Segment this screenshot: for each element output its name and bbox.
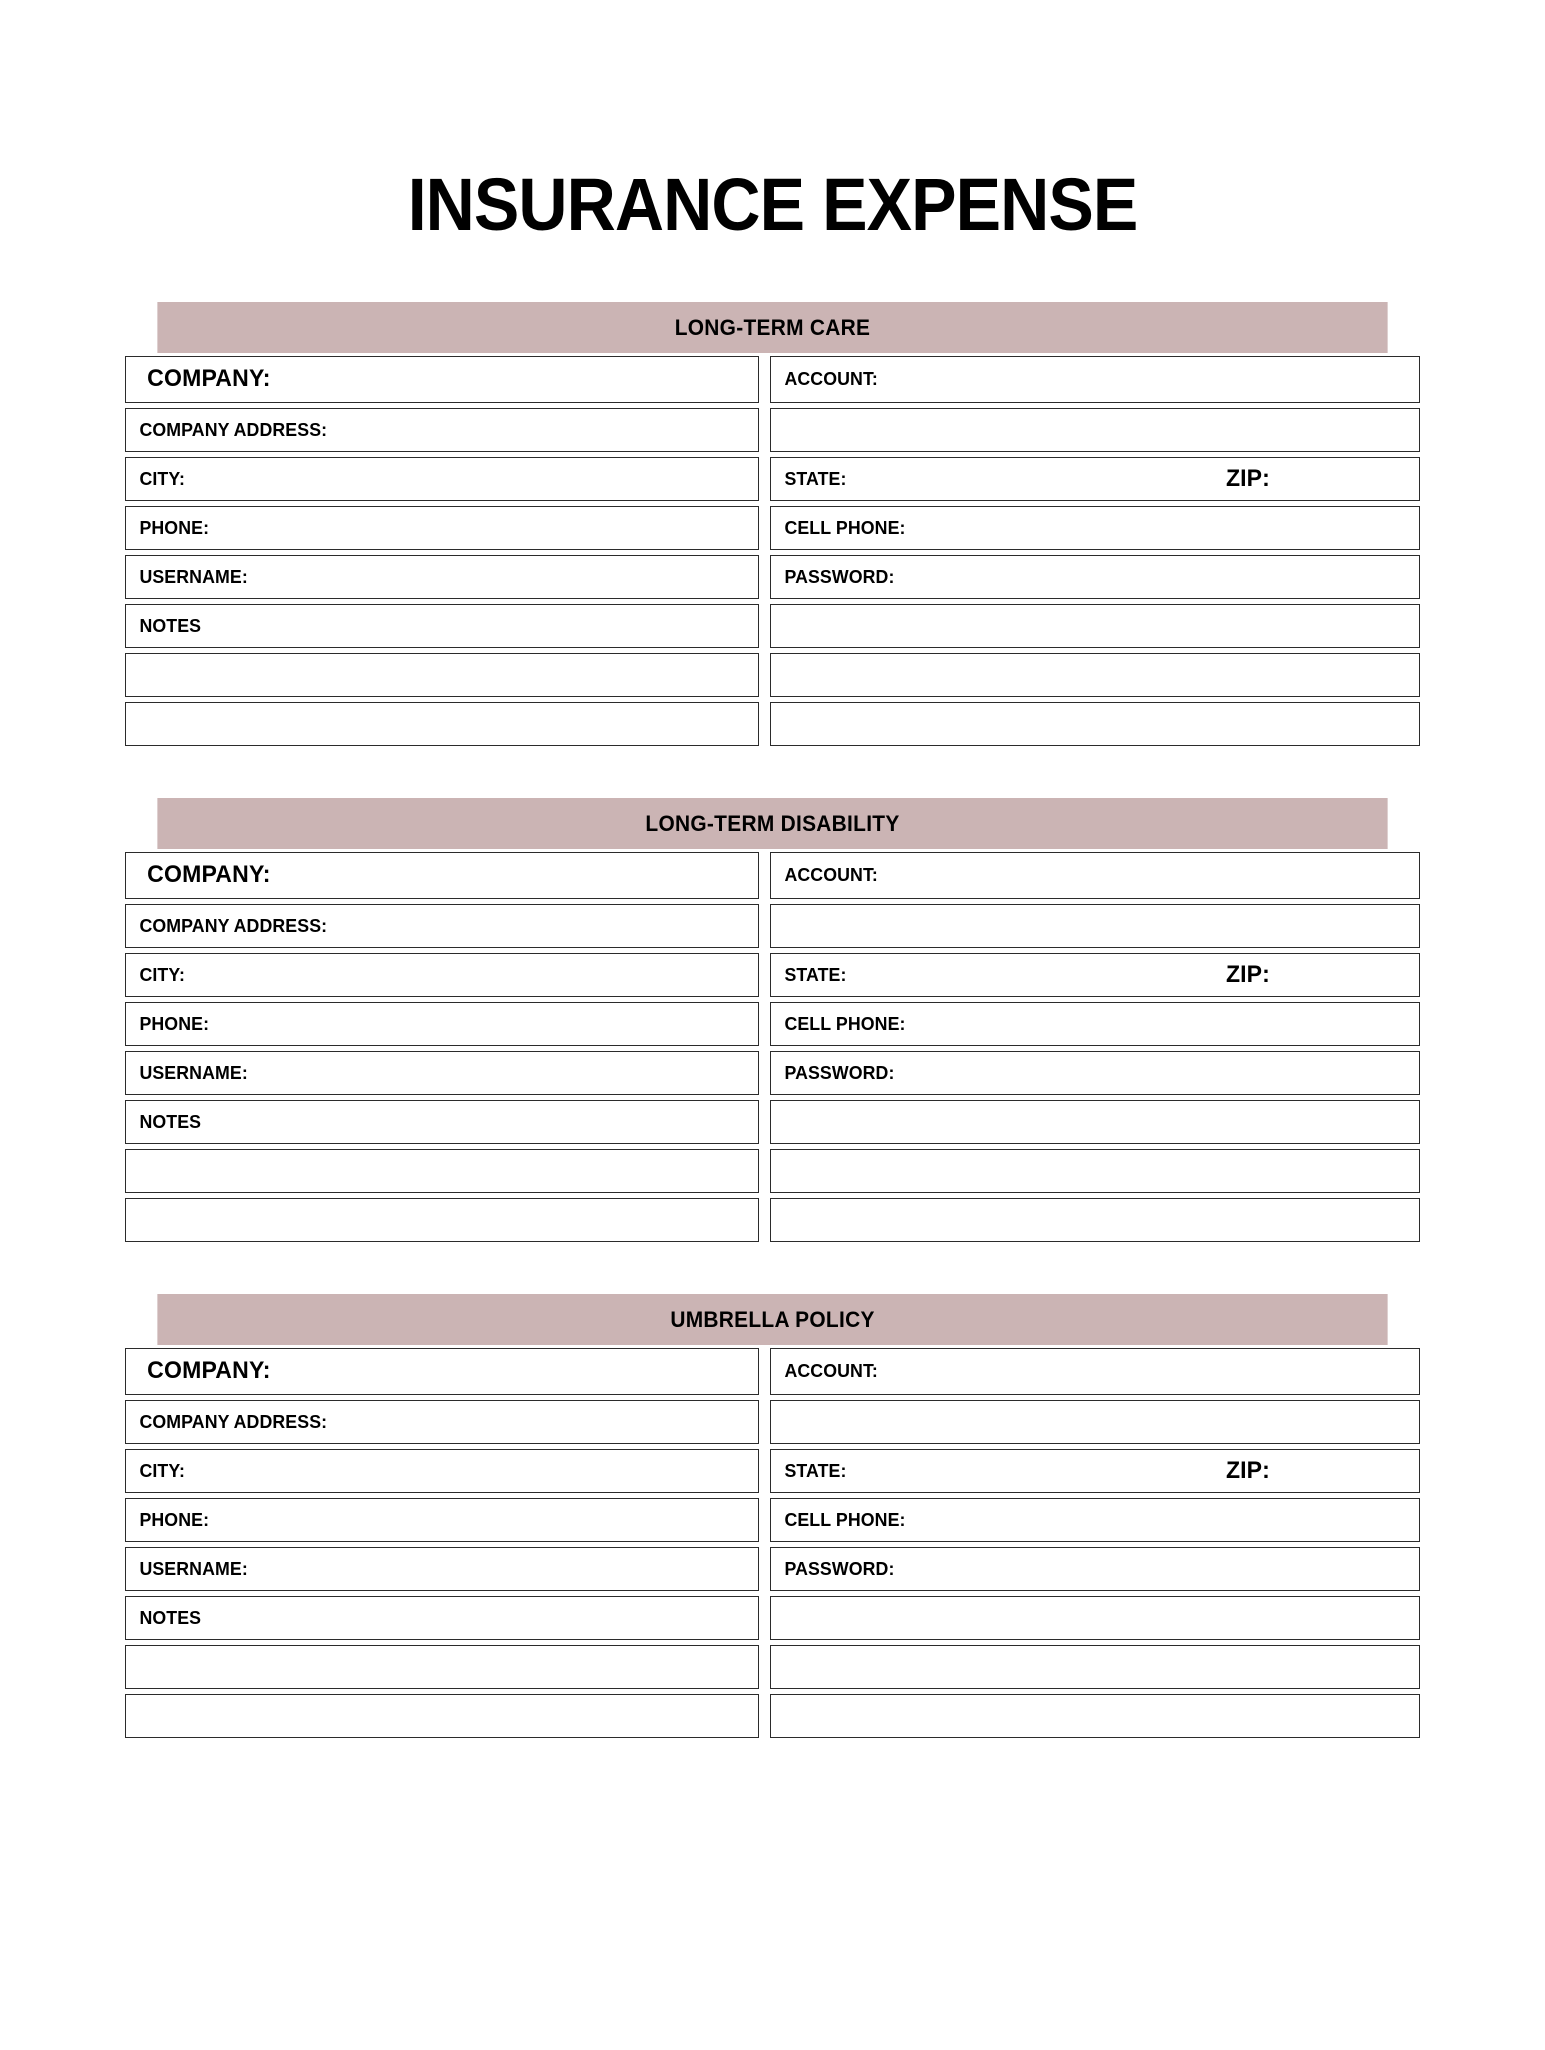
field-state-zip[interactable]	[770, 953, 1420, 997]
field-label-company-address: COMPANY ADDRESS:	[139, 418, 328, 440]
form-row-credentials	[125, 1547, 1420, 1591]
field-account[interactable]	[770, 356, 1420, 403]
field-password[interactable]	[770, 1051, 1420, 1095]
field-company[interactable]	[125, 852, 759, 899]
insurance-expense-page	[0, 50, 1545, 2050]
field-label-phone: PHONE:	[139, 516, 210, 538]
form-row-phone	[125, 1498, 1420, 1542]
field-blank-right[interactable]	[770, 653, 1420, 697]
field-blank-right[interactable]	[770, 1198, 1420, 1242]
form-row-blank-1	[125, 1645, 1420, 1689]
form-row-credentials	[125, 555, 1420, 599]
field-label-password: PASSWORD:	[784, 565, 895, 587]
form-row-company-address	[125, 904, 1420, 948]
field-account[interactable]	[770, 852, 1420, 899]
field-label-password: PASSWORD:	[784, 1061, 895, 1083]
field-label-username: USERNAME:	[139, 565, 248, 587]
field-label-state: STATE:	[784, 1459, 847, 1481]
field-notes[interactable]	[125, 604, 759, 648]
section-heading: LONG-TERM CARE	[157, 302, 1387, 353]
sections-container	[0, 302, 1545, 1738]
field-blank-right[interactable]	[770, 1694, 1420, 1738]
form-row-company	[125, 356, 1420, 403]
form-row-phone	[125, 506, 1420, 550]
form-row-company	[125, 1348, 1420, 1395]
field-notes[interactable]	[125, 1596, 759, 1640]
field-label-city: CITY:	[139, 467, 185, 489]
page-title: INSURANCE EXPENSE	[407, 162, 1138, 246]
field-city[interactable]	[125, 457, 759, 501]
field-label-notes: NOTES	[139, 1606, 202, 1628]
form-row-company-address	[125, 1400, 1420, 1444]
form-row-blank-2	[125, 1198, 1420, 1242]
field-phone[interactable]	[125, 1002, 759, 1046]
field-company-address-value[interactable]	[770, 408, 1420, 452]
field-city[interactable]	[125, 953, 759, 997]
field-label-username: USERNAME:	[139, 1061, 248, 1083]
form-row-notes	[125, 1100, 1420, 1144]
field-blank-left[interactable]	[125, 702, 759, 746]
field-label-zip: ZIP:	[1226, 464, 1270, 492]
field-label-company: COMPANY:	[147, 365, 271, 393]
field-username[interactable]	[125, 555, 759, 599]
field-label-company: COMPANY:	[147, 861, 271, 889]
field-blank-right[interactable]	[770, 1149, 1420, 1193]
field-password[interactable]	[770, 1547, 1420, 1591]
form-row-city-state-zip	[125, 1449, 1420, 1493]
field-company-address[interactable]	[125, 408, 759, 452]
field-notes-value[interactable]	[770, 1100, 1420, 1144]
form-row-blank-1	[125, 1149, 1420, 1193]
section-rows	[125, 1348, 1420, 1738]
form-row-city-state-zip	[125, 457, 1420, 501]
section-rows	[125, 356, 1420, 746]
section-umbrella-policy	[125, 1294, 1420, 1738]
field-label-phone: PHONE:	[139, 1508, 210, 1530]
section-rows	[125, 852, 1420, 1242]
field-cell-phone[interactable]	[770, 1002, 1420, 1046]
field-account[interactable]	[770, 1348, 1420, 1395]
field-notes-value[interactable]	[770, 604, 1420, 648]
field-label-zip: ZIP:	[1226, 1456, 1270, 1484]
field-company-address-value[interactable]	[770, 904, 1420, 948]
form-row-company-address	[125, 408, 1420, 452]
field-cell-phone[interactable]	[770, 506, 1420, 550]
form-row-city-state-zip	[125, 953, 1420, 997]
field-label-cell-phone: CELL PHONE:	[784, 1508, 906, 1530]
field-cell-phone[interactable]	[770, 1498, 1420, 1542]
field-label-cell-phone: CELL PHONE:	[784, 1012, 906, 1034]
field-state-zip[interactable]	[770, 1449, 1420, 1493]
field-label-account: ACCOUNT:	[784, 368, 878, 390]
field-notes[interactable]	[125, 1100, 759, 1144]
field-phone[interactable]	[125, 1498, 759, 1542]
field-username[interactable]	[125, 1547, 759, 1591]
field-label-state: STATE:	[784, 963, 847, 985]
field-label-city: CITY:	[139, 963, 185, 985]
field-label-account: ACCOUNT:	[784, 864, 878, 886]
form-row-notes	[125, 604, 1420, 648]
field-label-company-address: COMPANY ADDRESS:	[139, 1410, 328, 1432]
section-heading: UMBRELLA POLICY	[157, 1294, 1387, 1345]
field-label-cell-phone: CELL PHONE:	[784, 516, 906, 538]
field-label-state: STATE:	[784, 467, 847, 489]
field-label-notes: NOTES	[139, 1110, 202, 1132]
field-blank-right[interactable]	[770, 1645, 1420, 1689]
field-label-company: COMPANY:	[147, 1357, 271, 1385]
field-notes-value[interactable]	[770, 1596, 1420, 1640]
field-label-password: PASSWORD:	[784, 1557, 895, 1579]
field-label-account: ACCOUNT:	[784, 1360, 878, 1382]
field-password[interactable]	[770, 555, 1420, 599]
field-label-company-address: COMPANY ADDRESS:	[139, 914, 328, 936]
form-row-credentials	[125, 1051, 1420, 1095]
field-state-zip[interactable]	[770, 457, 1420, 501]
field-label-city: CITY:	[139, 1459, 185, 1481]
form-row-phone	[125, 1002, 1420, 1046]
field-city[interactable]	[125, 1449, 759, 1493]
section-long-term-disability	[125, 798, 1420, 1242]
field-label-notes: NOTES	[139, 614, 202, 636]
field-blank-left[interactable]	[125, 1198, 759, 1242]
field-blank-right[interactable]	[770, 702, 1420, 746]
field-username[interactable]	[125, 1051, 759, 1095]
form-row-company	[125, 852, 1420, 899]
field-company-address[interactable]	[125, 904, 759, 948]
section-long-term-care	[125, 302, 1420, 746]
field-company-address[interactable]	[125, 1400, 759, 1444]
form-row-blank-1	[125, 653, 1420, 697]
field-phone[interactable]	[125, 506, 759, 550]
field-label-phone: PHONE:	[139, 1012, 210, 1034]
field-label-username: USERNAME:	[139, 1557, 248, 1579]
field-company[interactable]	[125, 356, 759, 403]
field-blank-left[interactable]	[125, 1645, 759, 1689]
section-heading: LONG-TERM DISABILITY	[157, 798, 1387, 849]
form-row-blank-2	[125, 1694, 1420, 1738]
field-company[interactable]	[125, 1348, 759, 1395]
field-blank-left[interactable]	[125, 1694, 759, 1738]
field-blank-left[interactable]	[125, 653, 759, 697]
form-row-notes	[125, 1596, 1420, 1640]
field-company-address-value[interactable]	[770, 1400, 1420, 1444]
field-blank-left[interactable]	[125, 1149, 759, 1193]
field-label-zip: ZIP:	[1226, 960, 1270, 988]
form-row-blank-2	[125, 702, 1420, 746]
